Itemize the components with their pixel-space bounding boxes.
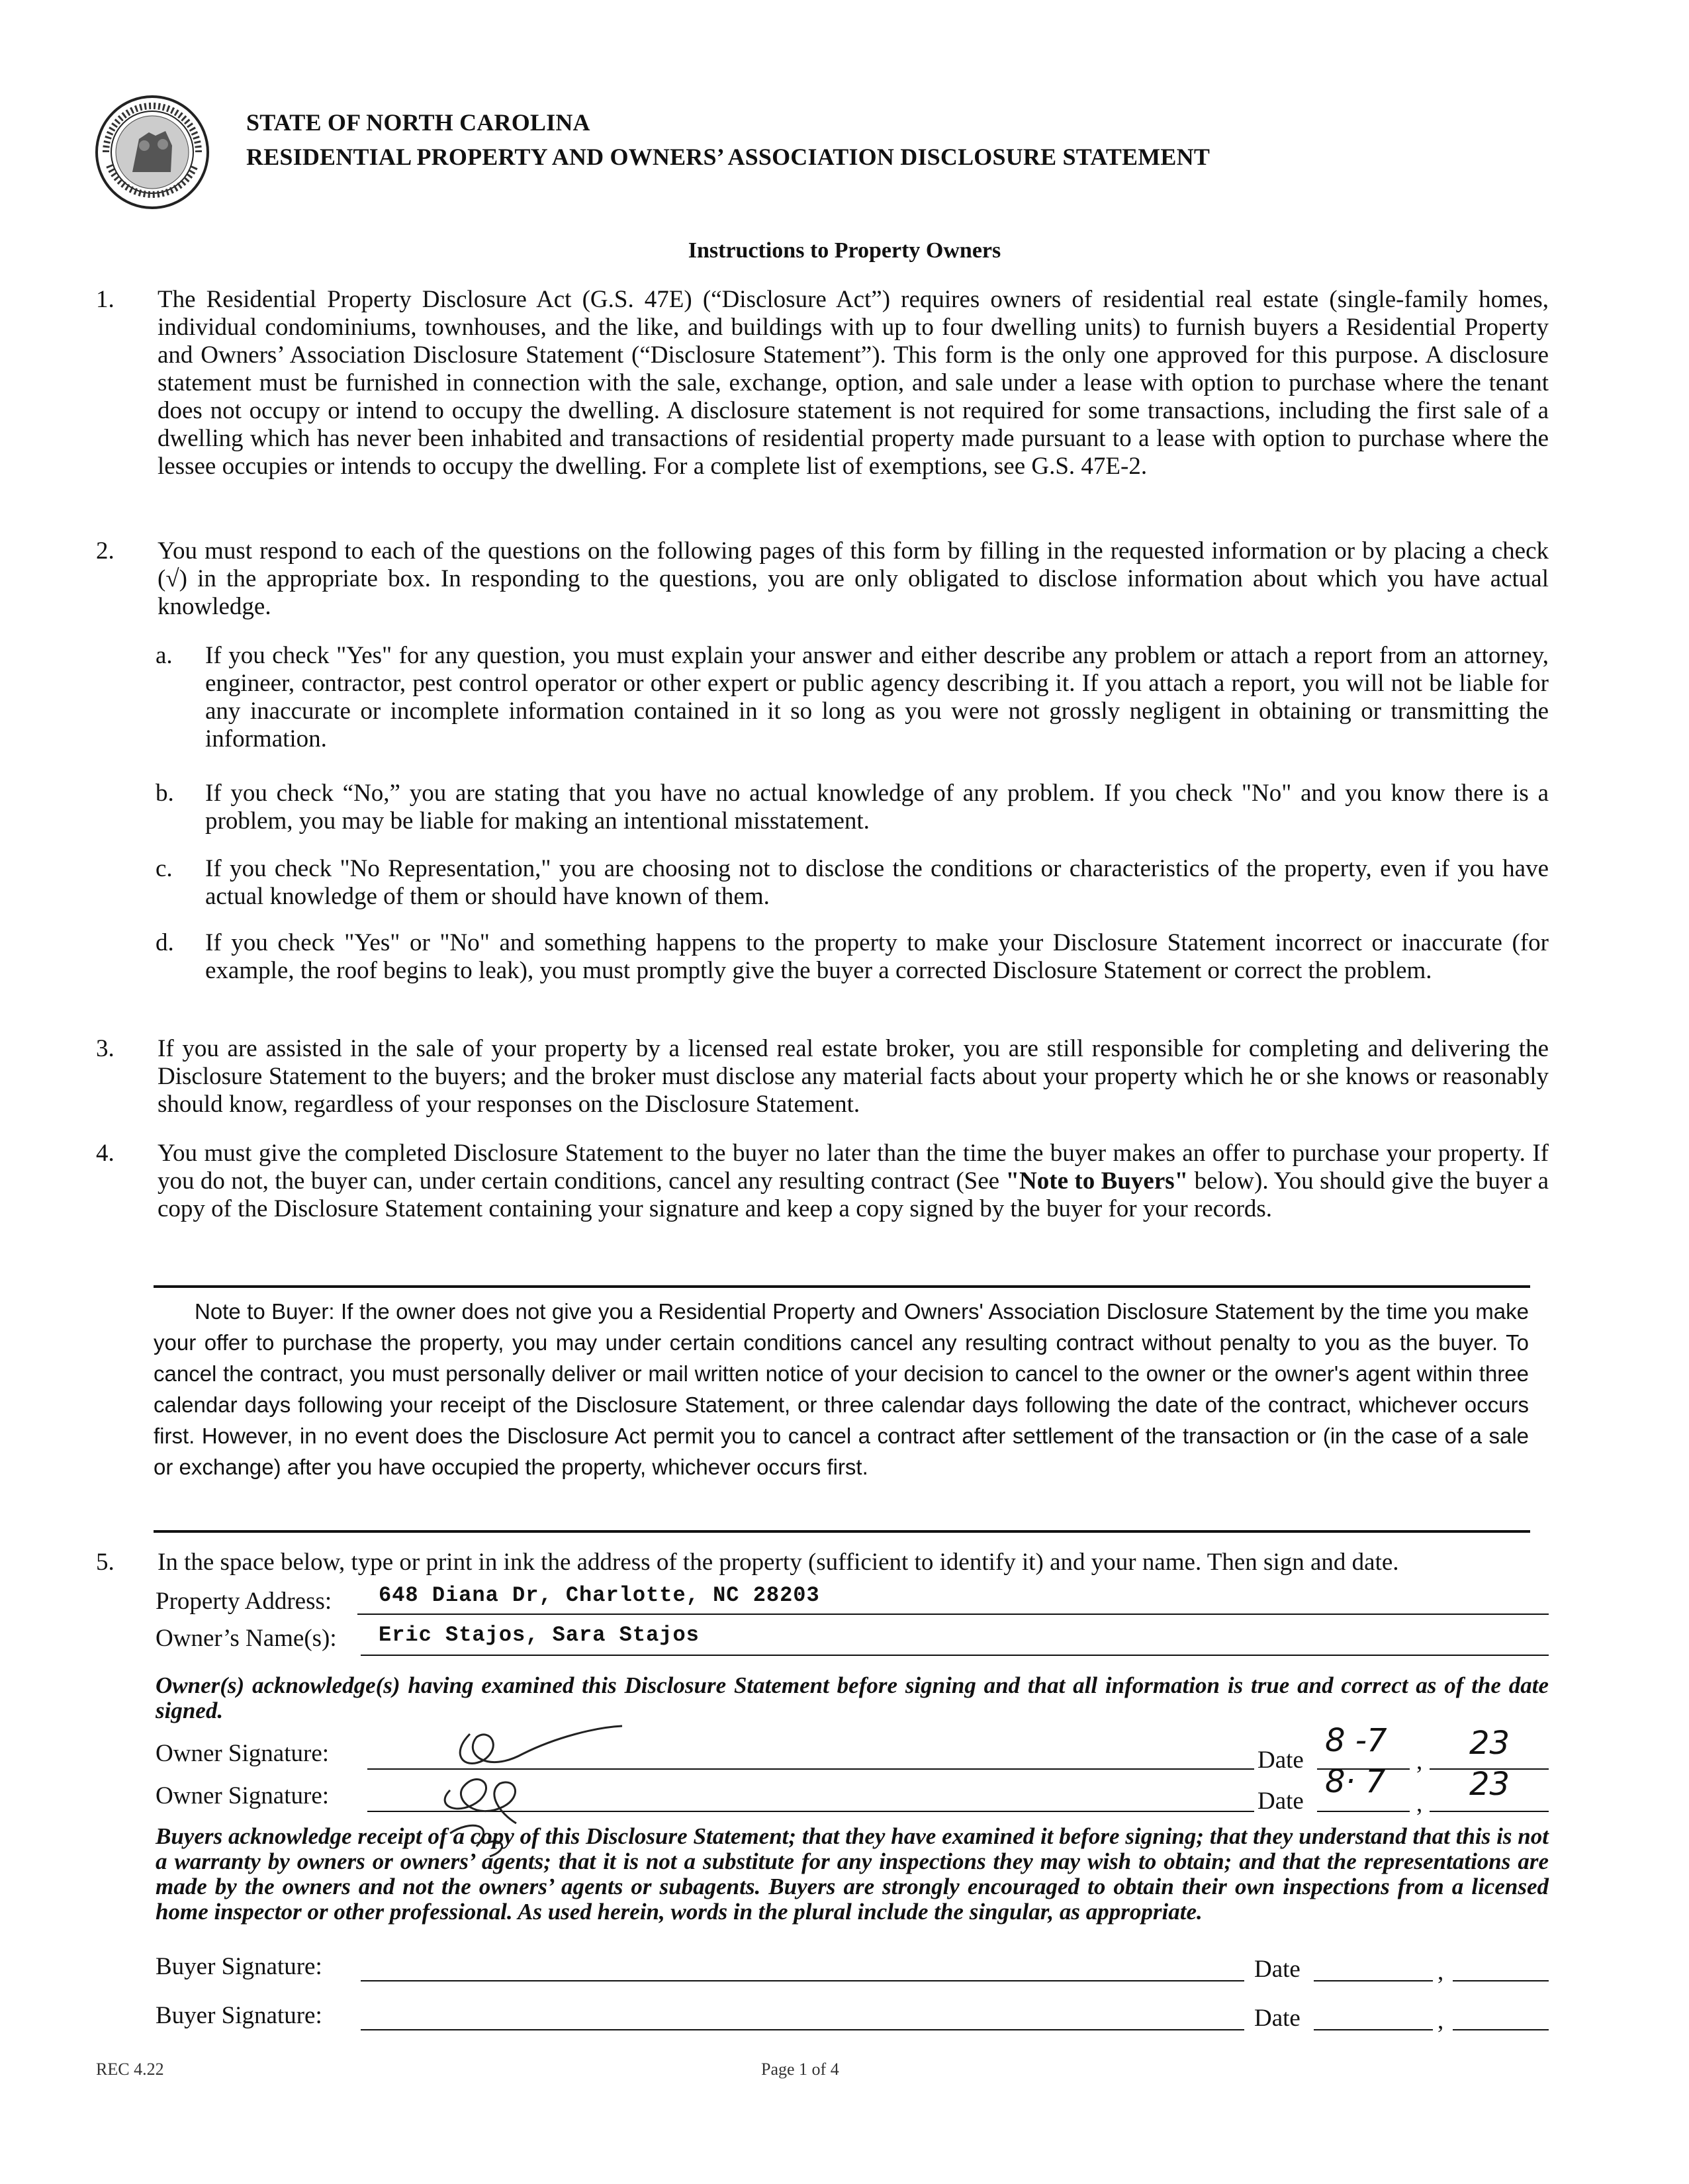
- instruction-subitem-c: [156, 855, 1549, 911]
- instruction-item-3: [96, 1035, 1549, 1118]
- subitem-letter: c.: [156, 855, 173, 882]
- buyer-date-comma-1: ,: [1438, 1958, 1444, 1985]
- item-number: 2.: [96, 537, 114, 565]
- header-state: STATE OF NORTH CAROLINA: [246, 109, 590, 136]
- item-number: 4.: [96, 1140, 114, 1167]
- date-comma: ,: [1416, 1790, 1423, 1817]
- state-seal: [93, 93, 212, 212]
- subitem-text: If you check “No,” you are stating that you have no actual knowledge of any problem. If you check "No" and you know there is a problem, you may be liable for making an intentional misstatement.: [205, 780, 1549, 835]
- owner-date-handwritten-1[interactable]: 8 -7: [1325, 1722, 1387, 1759]
- item-text-part: You must give the completed Disclosure Statement to the buyer no later than the time the buyer makes an offer to purchase your property. If you do not, the buyer can, under certain conditions, cancel any resulting contract (See: [158, 1140, 1549, 1195]
- date-label: Date: [1254, 2005, 1301, 2032]
- instructions-title: Instructions to Property Owners: [688, 238, 1001, 263]
- item-text: The Residential Property Disclosure Act (G.S. 47E) (“Disclosure Act”) requires owners of residential real estate (single-family homes, individual condominiums, townhouses, and the like, and buildings with up to four dwelling units) to furnish buyers a Residential Property and Owners’ Association Disclosure Statement (“Disclosure Statement”). This form is the only one approved for this purpose. A disclosure statement must be furnished in connection with the sale, exchange, option, and sale under a lease with option to purchase where the tenant does not occupy or intend to occupy the dwelling. A disclosure statement is not required for some transactions, including the first sale of a dwelling which has never been inhabited and transactions of residential property made pursuant to a lease with option to purchase where the lessee occupies or intends to occupy the dwelling. For a complete list of exemptions, see G.S. 47E-2.: [158, 286, 1549, 480]
- instruction-item-5: [96, 1549, 1549, 1576]
- date-label: Date: [1257, 1747, 1304, 1774]
- subitem-text: If you check "Yes" or "No" and something happens to the property to make your Disclosure Statement incorrect or inaccurate (for example, the roof begins to leak), you must promptly give the buyer a corrected Disclosure Statement or correct the problem.: [205, 929, 1549, 984]
- owner-year-handwritten-1[interactable]: 23: [1469, 1725, 1510, 1762]
- buyer-year-line-1[interactable]: [1453, 1980, 1549, 1981]
- item-text: You must respond to each of the questions on the following pages of this form by filling in the requested information or by placing a check (√) in the appropriate box. In responding to the questions, you are only obligated to disclose information about which you have actual knowledge.: [158, 537, 1549, 620]
- note-bottom-rule: [154, 1530, 1530, 1533]
- note-to-buyers-ref: "Note to Buyers": [1005, 1167, 1189, 1195]
- header-form-title: RESIDENTIAL PROPERTY AND OWNERS’ ASSOCIATION DISCLOSURE STATEMENT: [246, 144, 1210, 170]
- buyer-date-line-1[interactable]: [1314, 1980, 1433, 1981]
- owners-name-label: Owner’s Name(s):: [156, 1625, 337, 1652]
- instruction-item-2: [96, 537, 1549, 621]
- item-text: [158, 1140, 1549, 1223]
- owner-year-line-2: [1430, 1811, 1549, 1812]
- subitem-letter: a.: [156, 642, 173, 669]
- date-label: Date: [1254, 1956, 1301, 1983]
- buyer-date-line-2[interactable]: [1314, 2029, 1433, 2030]
- owner-date-handwritten-2[interactable]: 8· 7: [1325, 1763, 1386, 1800]
- buyer-acknowledgement: Buyers acknowledge receipt of a copy of this Disclosure Statement; that they have examined it before signing; that they understand that this is not a warranty by owners or owners’ agents; that it is not a substitute for any inspections they may wish to obtain; and that the representations are made by the owners and not the owners’ agents or subagents. Buyers are strongly encouraged to obtain their own inspections from a licensed home inspector or other professional. As used herein, words in the plural include the singular, as appropriate.: [156, 1823, 1549, 1925]
- owner-year-handwritten-2[interactable]: 23: [1469, 1766, 1510, 1803]
- property-address-line: [357, 1614, 1549, 1615]
- instruction-subitem-b: [156, 780, 1549, 835]
- owner-date-line-2: [1317, 1811, 1410, 1812]
- owner-acknowledgement: Owner(s) acknowledge(s) having examined this Disclosure Statement before signing and that all information is true and correct as of the date signed.: [156, 1672, 1549, 1723]
- subitem-letter: d.: [156, 929, 174, 956]
- owner-signature-label: Owner Signature:: [156, 1782, 330, 1809]
- item-text-part: below). You should give the buyer a copy of the Disclosure Statement containing your signature and keep a copy signed by the buyer for your records.: [158, 1167, 1549, 1222]
- seal-icon: [93, 93, 212, 212]
- date-label: Date: [1257, 1788, 1304, 1815]
- note-top-rule: [154, 1285, 1530, 1288]
- instruction-subitem-a: [156, 642, 1549, 753]
- item-number: 3.: [96, 1035, 114, 1062]
- instruction-item-1: [96, 286, 1549, 480]
- note-to-buyer-text: Note to Buyer: If the owner does not give you a Residential Property and Owners' Association Disclosure Statement by the time you make your offer to purchase the property, you may under certain conditions cancel any resulting contract without penalty to you as the buyer. To cancel the contract, you must personally deliver or mail written notice of your decision to cancel to the owner or the owner's agent within three calendar days following your receipt of the Disclosure Statement, or three calendar days following the date of the contract, whichever occurs first. However, in no event does the Disclosure Act permit you to cancel a contract after settlement of the transaction or (in the case of a sale or exchange) after you have occupied the property, whichever occurs first.: [154, 1299, 1529, 1479]
- subitem-letter: b.: [156, 780, 174, 807]
- subitem-text: If you check "No Representation," you are choosing not to disclose the conditions or characteristics of the property, even if you have actual knowledge of them or should have known of them.: [205, 855, 1549, 910]
- subitem-text: If you check "Yes" for any question, you must explain your answer and either describe any problem or attach a report from an attorney, engineer, contractor, pest control operator or other expert or public agency describing it. If you attach a report, you will not be liable for any inaccurate or incomplete information contained in it so long as you were not grossly negligent in obtaining or transmitting the information.: [205, 642, 1549, 752]
- item-text: In the space below, type or print in ink the address of the property (sufficient to identify it) and your name. Then sign and date.: [158, 1549, 1399, 1576]
- instruction-subitem-d: [156, 929, 1549, 985]
- buyer-year-line-2[interactable]: [1453, 2029, 1549, 2030]
- item-number: 1.: [96, 286, 114, 313]
- item-number: 5.: [96, 1549, 114, 1576]
- buyer-signature-line-2[interactable]: [361, 2029, 1244, 2030]
- buyer-signature-label: Buyer Signature:: [156, 2002, 322, 2029]
- date-comma: ,: [1416, 1748, 1423, 1775]
- owners-name-line: [361, 1655, 1549, 1656]
- form-code: REC 4.22: [96, 2060, 164, 2079]
- buyer-signature-label: Buyer Signature:: [156, 1953, 322, 1980]
- item-text: If you are assisted in the sale of your property by a licensed real estate broker, you are still responsible for completing and delivering the Disclosure Statement to the buyers; and the broker must disclose any material facts about your property which he or she knows or reasonably should know, regardless of your responses on the Disclosure Statement.: [158, 1035, 1549, 1118]
- property-address-label: Property Address:: [156, 1588, 332, 1615]
- buyer-date-comma-2: ,: [1438, 2007, 1444, 2034]
- property-address-input[interactable]: 648 Diana Dr, Charlotte, NC 28203: [379, 1583, 820, 1608]
- instruction-item-4: [96, 1140, 1549, 1223]
- owner-signature-label: Owner Signature:: [156, 1740, 330, 1767]
- page-number: Page 1 of 4: [761, 2060, 839, 2079]
- note-to-buyer: [154, 1296, 1529, 1482]
- buyer-signature-line-1[interactable]: [361, 1980, 1244, 1981]
- owners-name-input[interactable]: Eric Stajos, Sara Stajos: [379, 1623, 700, 1647]
